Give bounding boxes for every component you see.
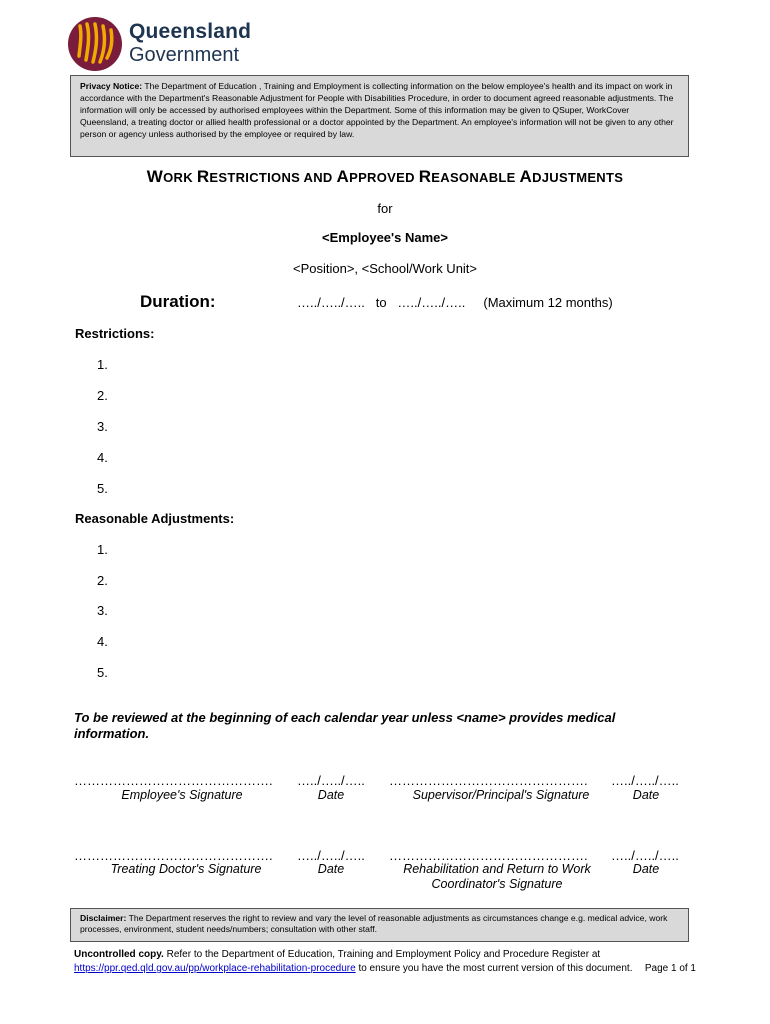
- disclaimer-heading: Disclaimer:: [80, 913, 127, 923]
- doctor-date-label: Date: [317, 862, 345, 876]
- rehab-signature-label: Rehabilitation and Return to Work Coordinator's Signature: [403, 862, 591, 891]
- footer-text-2: to ensure you have the most current version of this document.: [358, 963, 633, 974]
- employee-name-placeholder: <Employee's Name>: [322, 230, 448, 245]
- for-text: for: [377, 201, 393, 216]
- adjustments-label: Reasonable Adjustments:: [75, 511, 235, 526]
- disclaimer-body: The Department reserves the right to review and vary the level of reasonable adjustments as circumstances change e.g. medical advice, work processes, environment, student needs/numbers; consultation with other staff.: [80, 913, 668, 934]
- queensland-crest-icon: [66, 16, 126, 72]
- adjustment-item: 2.: [97, 573, 108, 588]
- adjustment-item: 5.: [97, 665, 108, 680]
- employee-date-label: Date: [317, 788, 345, 802]
- position-line: <Position>, <School/Work Unit>: [292, 261, 478, 276]
- logo-text-government: Government: [129, 44, 240, 66]
- supervisor-date-label: Date: [632, 788, 660, 802]
- queensland-government-logo: [66, 16, 256, 72]
- review-note: To be reviewed at the beginning of each calendar year unless <name> provides medical information.: [74, 710, 616, 741]
- employee-signature-label: Employee's Signature: [121, 788, 243, 802]
- restriction-item: 2.: [97, 388, 108, 403]
- restriction-item: 4.: [97, 450, 108, 465]
- restriction-item: 5.: [97, 481, 108, 496]
- supervisor-date-line: …../…../…..: [611, 773, 679, 788]
- logo-text-queensland: Queensland: [129, 20, 252, 43]
- employee-date-line: …../…../…..: [297, 773, 365, 788]
- adjustment-item: 3.: [97, 603, 108, 618]
- procedure-link[interactable]: https://ppr.qed.qld.gov.au/pp/workplace-rehabilitation-procedure: [74, 963, 356, 974]
- supervisor-signature-label: Supervisor/Principal's Signature: [412, 788, 590, 802]
- document-title: WORK RESTRICTIONS AND APPROVED REASONABLE ADJUSTMENTS: [146, 167, 624, 186]
- rehab-signature-line: ……………………………………….: [389, 848, 588, 863]
- privacy-notice: [70, 75, 689, 157]
- doctor-date-line: …../…../…..: [297, 848, 365, 863]
- restriction-item: 3.: [97, 419, 108, 434]
- duration-label: Duration:: [140, 292, 216, 311]
- privacy-heading: Privacy Notice:: [80, 81, 143, 91]
- doctor-signature-label: Treating Doctor's Signature: [110, 862, 262, 876]
- supervisor-signature-line: ……………………………………….: [389, 773, 588, 788]
- privacy-body: The Department of Education , Training and Employment is collecting information on the below employee's health and its impact on work in accordance with the Department's Reasonable Adjustment for People with Disabilities Procedure, in order to document agreed reasonable adjustments. The information will only be accessed by authorised employees within the Department. Some of this information may be given to QSuper, WorkCover Queensland, a treating doctor or allied health professional or a doctor appointed by the Department. An employee's information will not be given to any other person or agency unless authorised by the employee or required by law.: [80, 81, 674, 139]
- footer-heading: Uncontrolled copy.: [74, 949, 164, 960]
- duration-dates: …../…../….. to …../…../….. (Maximum 12 months): [297, 295, 613, 310]
- rehab-date-label: Date: [632, 862, 660, 876]
- disclaimer: [70, 908, 689, 942]
- doctor-signature-line: ……………………………………….: [74, 848, 273, 863]
- employee-signature-line: ……………………………………….: [74, 773, 273, 788]
- rehab-date-line: …../…../…..: [611, 848, 679, 863]
- page-number: Page 1 of 1: [644, 963, 696, 974]
- footer: [74, 948, 696, 976]
- restriction-item: 1.: [97, 357, 108, 372]
- adjustment-item: 1.: [97, 542, 108, 557]
- footer-text-1: Refer to the Department of Education, Training and Employment Policy and Procedure Register at: [166, 949, 601, 960]
- restrictions-label: Restrictions:: [75, 326, 155, 341]
- adjustment-item: 4.: [97, 634, 108, 649]
